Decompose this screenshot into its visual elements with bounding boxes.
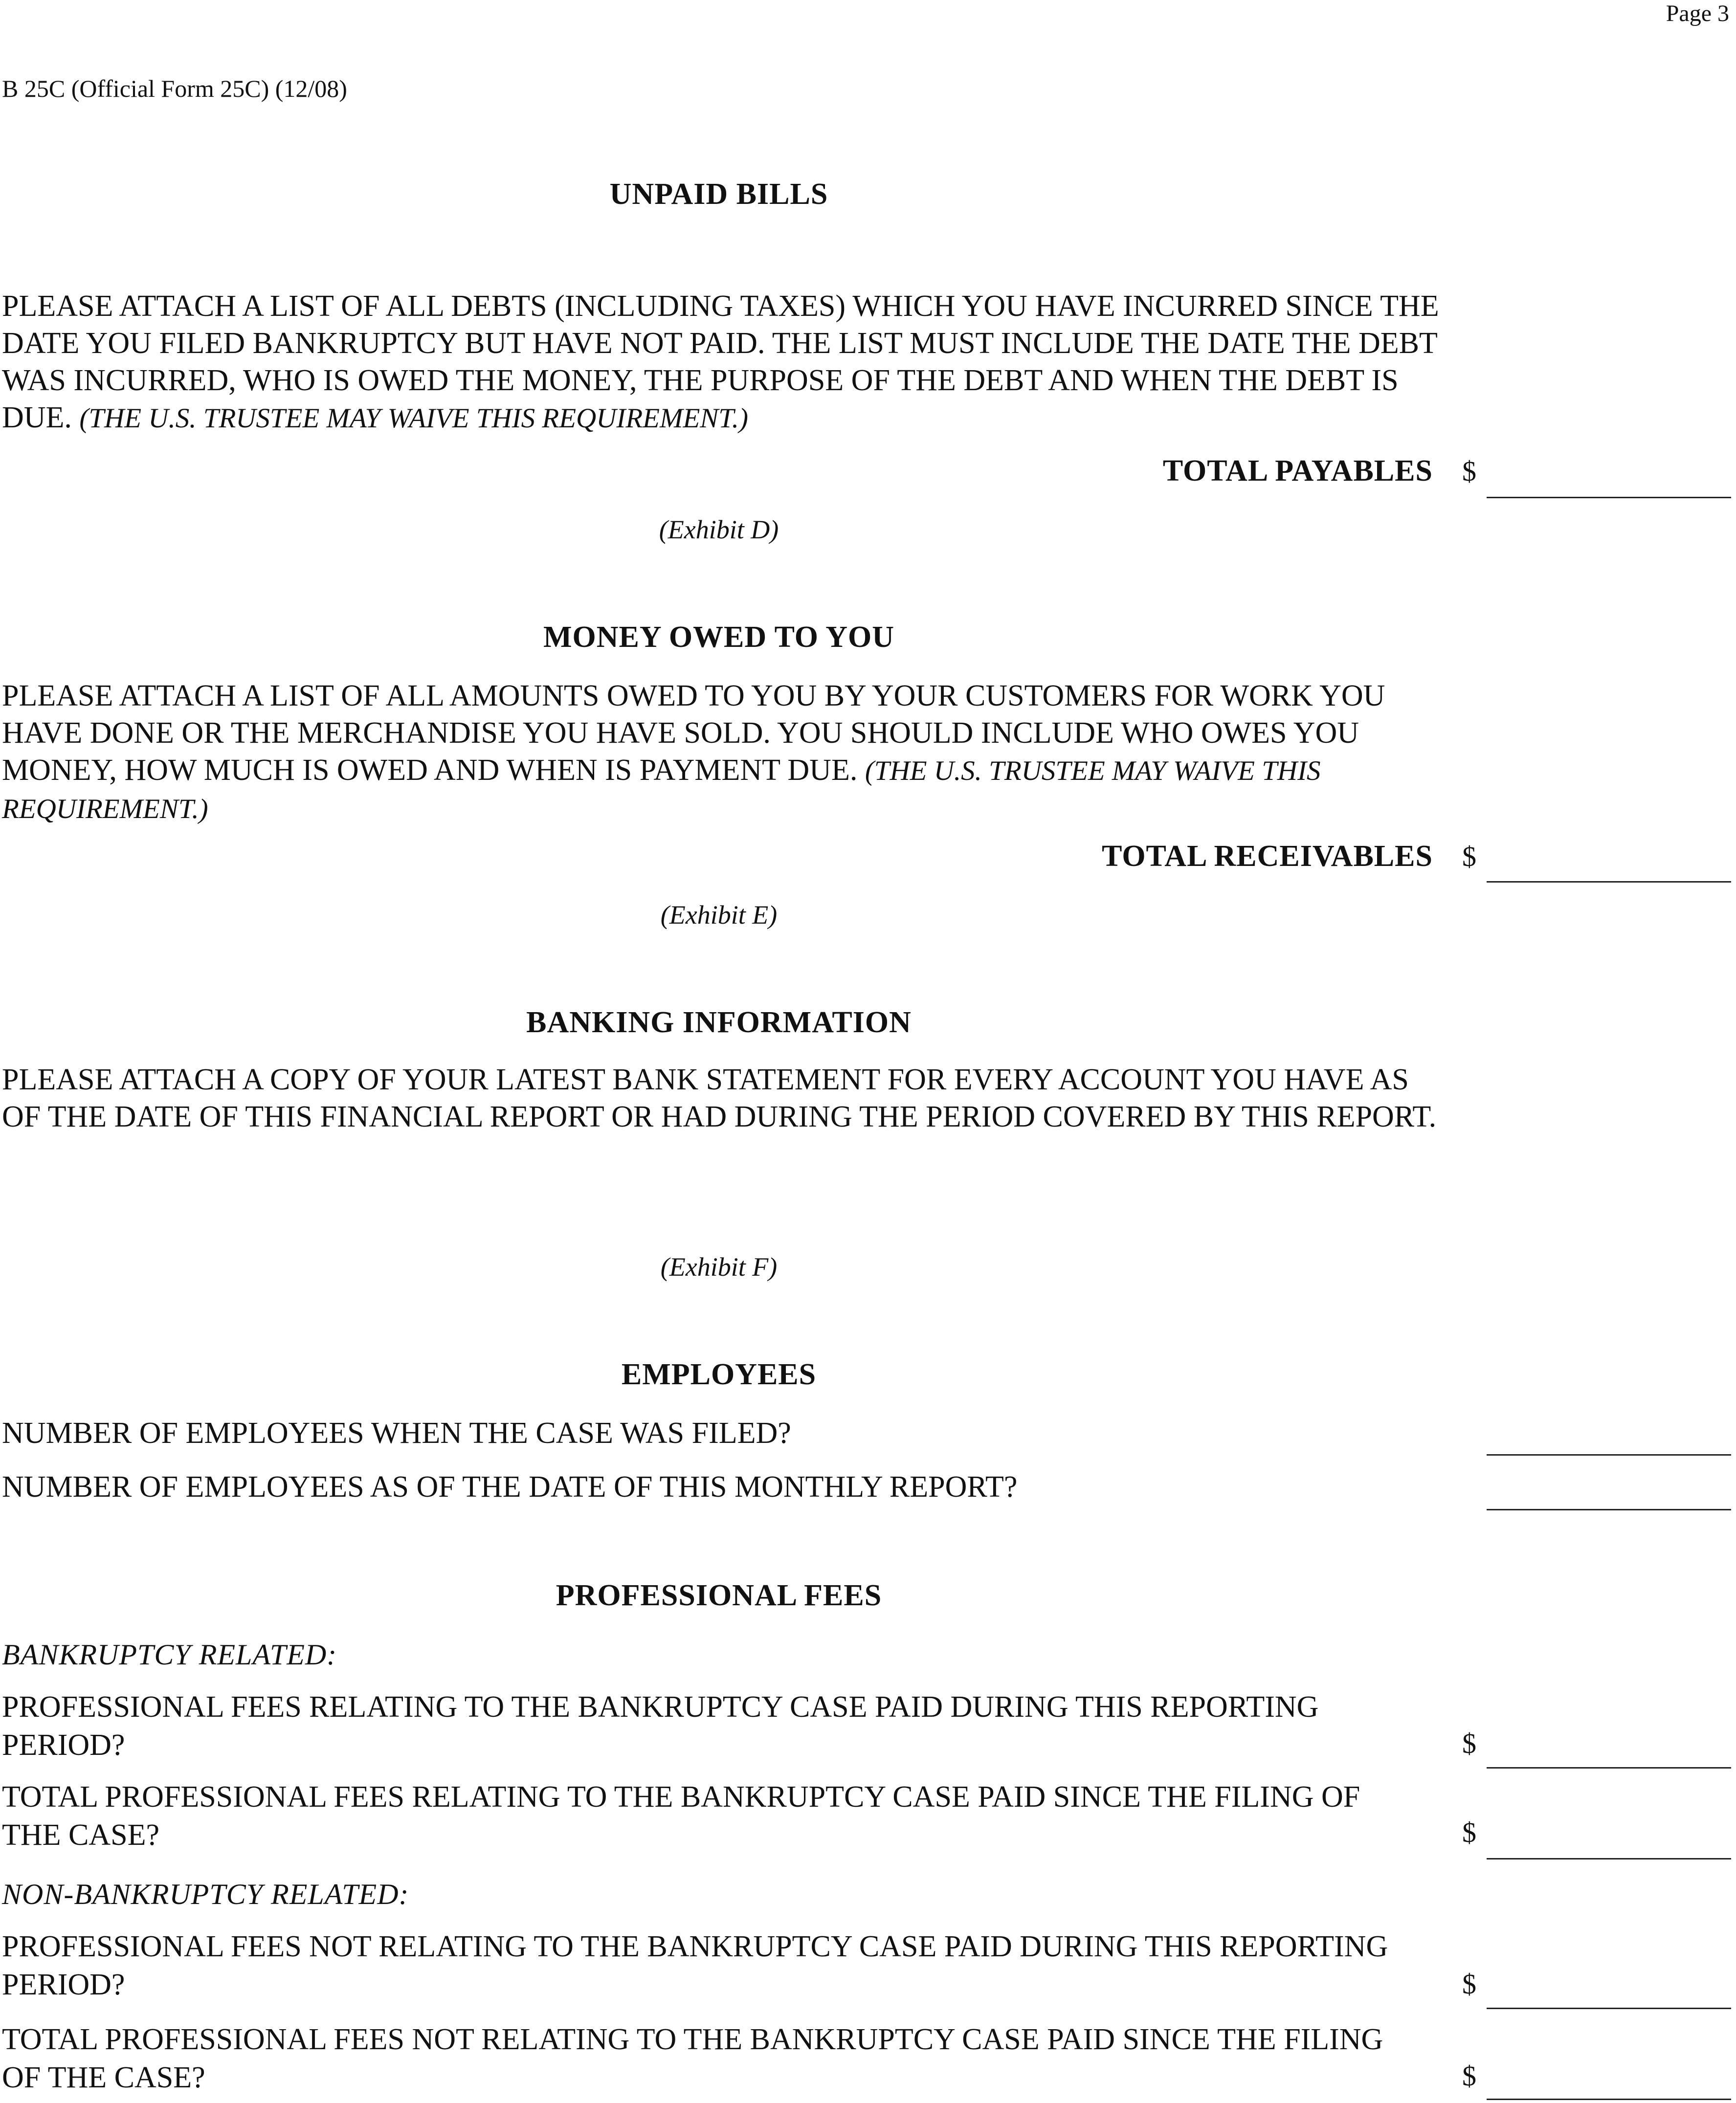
employees-at-filing-line — [1487, 1454, 1731, 1456]
form-identifier: B 25C (Official Form 25C) (12/08) — [2, 75, 347, 102]
exhibit-e-label: (Exhibit E) — [660, 900, 778, 930]
employees-heading: EMPLOYEES — [621, 1358, 817, 1391]
fees-non-bankruptcy-total-line — [1487, 2099, 1731, 2100]
fees-non-bankruptcy-total-currency: $ — [1462, 2060, 1476, 2092]
unpaid-bills-heading: UNPAID BILLS — [609, 177, 828, 211]
fees-bankruptcy-period-currency: $ — [1462, 1727, 1476, 1759]
money-owed-body: PLEASE ATTACH A LIST OF ALL AMOUNTS OWED TO YOU BY YOUR CUSTOMERS FOR WORK YOU HAVE DONE OR THE MERCHANDISE YOU HAVE SOLD. YOU SHOULD INCLUDE WHO OWES YOU MONEY, HOW MUCH IS OWED AND WHEN IS PAYMENT DUE. — [2, 679, 1385, 787]
total-receivables-label: TOTAL RECEIVABLES — [1102, 840, 1433, 873]
non-bankruptcy-related-subheading: NON-BANKRUPTCY RELATED: — [2, 1878, 409, 1910]
total-payables-currency: $ — [1462, 455, 1476, 487]
bankruptcy-related-subheading: BANKRUPTCY RELATED: — [2, 1638, 337, 1671]
exhibit-d-label: (Exhibit D) — [659, 515, 779, 544]
employees-at-filing-question: NUMBER OF EMPLOYEES WHEN THE CASE WAS FILED? — [2, 1417, 791, 1450]
fees-non-bankruptcy-period-question: PROFESSIONAL FEES NOT RELATING TO THE BANKRUPTCY CASE PAID DURING THIS REPORTING PERIOD? — [2, 1930, 1388, 2001]
fees-non-bankruptcy-period-currency: $ — [1462, 1968, 1476, 2000]
total-receivables-line — [1487, 881, 1731, 883]
exhibit-f-label: (Exhibit F) — [660, 1252, 778, 1282]
fees-non-bankruptcy-total-question: TOTAL PROFESSIONAL FEES NOT RELATING TO THE BANKRUPTCY CASE PAID SINCE THE FILING OF THE CASE? — [2, 2023, 1383, 2094]
page-number: Page 3 — [1666, 0, 1729, 26]
unpaid-bills-instructions — [2, 288, 1449, 437]
fees-bankruptcy-period-question: PROFESSIONAL FEES RELATING TO THE BANKRUPTCY CASE PAID DURING THIS REPORTING PERIOD? — [2, 1690, 1319, 1762]
fees-bankruptcy-total-question: TOTAL PROFESSIONAL FEES RELATING TO THE BANKRUPTCY CASE PAID SINCE THE FILING OF THE CASE? — [2, 1780, 1360, 1852]
money-owed-instructions — [2, 677, 1449, 828]
fees-bankruptcy-total-line — [1487, 1858, 1731, 1859]
total-receivables-currency: $ — [1462, 841, 1476, 872]
money-owed-waiver-note: (THE U.S. TRUSTEE MAY WAIVE THIS REQUIREMENT.) — [2, 755, 1321, 824]
professional-fees-heading: PROFESSIONAL FEES — [556, 1579, 882, 1612]
total-payables-label: TOTAL PAYABLES — [1162, 454, 1433, 487]
employees-current-line — [1487, 1509, 1731, 1510]
money-owed-heading: MONEY OWED TO YOU — [543, 620, 894, 654]
employees-current-question: NUMBER OF EMPLOYEES AS OF THE DATE OF THIS MONTHLY REPORT? — [2, 1470, 1018, 1504]
total-payables-line — [1487, 497, 1731, 498]
banking-heading: BANKING INFORMATION — [526, 1006, 912, 1039]
banking-instructions: PLEASE ATTACH A COPY OF YOUR LATEST BANK STATEMENT FOR EVERY ACCOUNT YOU HAVE AS OF THE DATE OF THIS FINANCIAL REPORT OR HAD DURING THE PERIOD COVERED BY THIS REPORT. — [2, 1063, 1437, 1133]
unpaid-bills-body: PLEASE ATTACH A LIST OF ALL DEBTS (INCLUDING TAXES) WHICH YOU HAVE INCURRED SINCE THE DATE YOU FILED BANKRUPTCY BUT HAVE NOT PAID. THE LIST MUST INCLUDE THE DATE THE DEBT WAS INCURRED, WHO IS OWED THE MONEY, THE PURPOSE OF THE DEBT AND WHEN THE DEBT IS DUE. — [2, 289, 1439, 434]
unpaid-bills-waiver-note: (THE U.S. TRUSTEE MAY WAIVE THIS REQUIREMENT.) — [79, 403, 749, 434]
fees-non-bankruptcy-period-line — [1487, 2008, 1731, 2009]
fees-bankruptcy-period-line — [1487, 1767, 1731, 1769]
fees-bankruptcy-total-currency: $ — [1462, 1816, 1476, 1848]
